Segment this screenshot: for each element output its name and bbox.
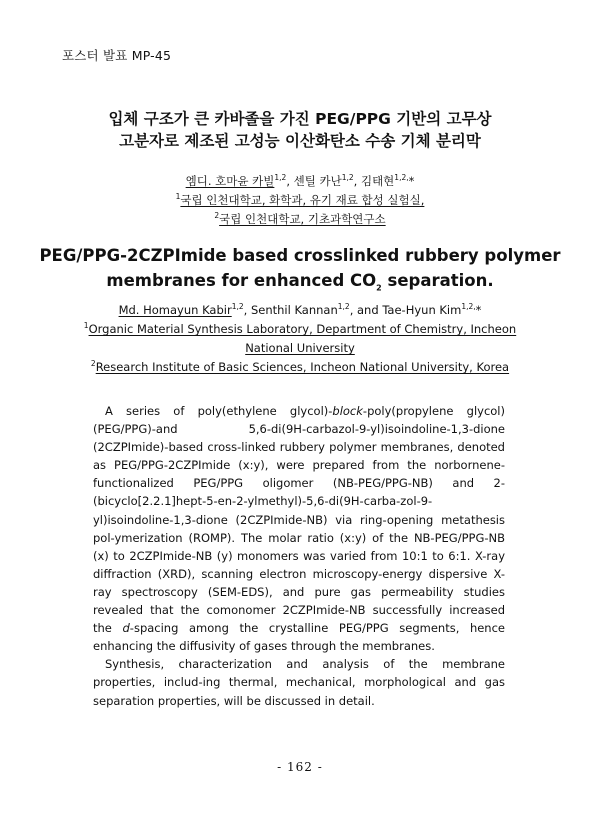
english-authors — [0, 301, 600, 320]
abstract-text: -spacing among the crystalline PEG/PPG segments, hence enhancing the diffusivity of gases through the membranes. — [93, 621, 505, 654]
abstract-text: A series of poly(ethylene glycol)- — [105, 404, 333, 418]
korean-affiliation-2-text: 국립 인천대학교, 기초과학연구소 — [219, 212, 386, 226]
english-affiliation-1-text: Organic Material Synthesis Laboratory, Department of Chemistry, Incheon — [88, 322, 517, 336]
english-author-2: Senthil Kannan — [250, 303, 338, 317]
korean-authors-block — [0, 172, 600, 229]
english-title-line-1: PEG/PPG-2CZPImide based crosslinked rubbery polymer — [39, 246, 561, 265]
korean-affiliation-2 — [0, 210, 600, 229]
abstract-italic: d — [122, 621, 130, 636]
korean-author-3-affiliation: 1,2, — [394, 173, 409, 183]
affiliation-number: 2 — [90, 359, 96, 369]
english-author-3: Tae-Hyun Kim — [382, 303, 462, 317]
english-affiliation-1-continued — [0, 339, 600, 358]
english-title-line-2-text: membranes for enhanced CO — [106, 271, 377, 290]
affiliation-number: 2 — [214, 211, 220, 221]
english-author-3-affiliation: 1,2, — [461, 302, 476, 312]
english-author-1-affiliation: 1,2 — [231, 302, 244, 312]
korean-title — [0, 108, 600, 152]
poster-label: 포스터 발표 MP-45 — [62, 48, 172, 63]
english-authors-block — [0, 301, 600, 377]
author-separator: , — [286, 174, 294, 188]
abstract — [93, 402, 505, 710]
english-title-line-2-end: separation. — [381, 271, 494, 290]
korean-title-line-1: 입체 구조가 큰 카바졸을 가진 PEG/PPG 기반의 고무상 — [108, 110, 492, 128]
korean-affiliation-1 — [0, 191, 600, 210]
korean-authors — [0, 172, 600, 191]
abstract-text: -poly(propylene glycol) (PEG/PPG)-and 5,6-di(9H-carbazol-9-yl)isoindoline-1,3-dione (2CZPImide)-based cross-linked rubbery polymer membranes, denoted as PEG/PPG-2CZPImide (x:y), were prepared from the norbornene-functionalized PEG/PPG oligomer (NB-PEG/PPG-NB) and 2-(bicyclo[2.2.1]hept-5-en-2-ylmethyl)-5,6-di(9H-carba-zol-9-yl)isoindoline-1,3-dione (2CZPImide-NB) via ring-opening metathesis pol-ymerization (ROMP). The molar ratio (x:y) of the NB-PEG/PPG-NB (x) to 2CZPImide-NB (y) monomers was varied from 10:1 to 6:1. X-ray diffraction (XRD), scanning electron microscopy-energy dispersive X-ray spectroscopy (SEM-EDS), and pure gas permeability studies revealed that the comonomer 2CZPImide-NB successfully increased the — [93, 404, 505, 636]
abstract-paragraph-2: Synthesis, characterization and analysis of the membrane properties, includ-ing thermal, mechanical, morphological and gas separation properties, will be discussed in detail. — [93, 657, 505, 708]
korean-author-2-affiliation: 1,2 — [341, 173, 354, 183]
english-author-1: Md. Homayun Kabir — [118, 303, 232, 317]
author-separator: , and — [349, 303, 383, 317]
corresponding-mark: * — [475, 303, 482, 317]
affiliation-number: 1 — [83, 321, 89, 331]
co2-subscript: 2 — [376, 283, 382, 293]
author-separator: , — [243, 303, 251, 317]
author-separator: , — [353, 174, 361, 188]
korean-title-line-2: 고분자로 제조된 고성능 이산화탄소 수송 기체 분리막 — [119, 132, 481, 150]
korean-author-3: 김태현 — [360, 174, 395, 188]
korean-author-2: 센틸 카난 — [293, 174, 342, 188]
abstract-paragraph-1 — [93, 402, 505, 655]
korean-affiliation-1-text: 국립 인천대학교, 화학과, 유기 재료 합성 실험실, — [180, 193, 425, 207]
english-affiliation-1 — [0, 320, 600, 339]
corresponding-mark: * — [408, 174, 415, 188]
english-affiliation-1-text-2: National University — [245, 341, 355, 355]
page-number: - 162 - — [277, 760, 323, 774]
korean-author-1: 엠디. 호마윤 카빌 — [185, 174, 275, 188]
english-title — [0, 243, 600, 293]
korean-author-1-affiliation: 1,2 — [274, 173, 287, 183]
english-affiliation-2-text: Research Institute of Basic Sciences, Incheon National University, Korea — [95, 360, 510, 374]
english-affiliation-2 — [0, 358, 600, 377]
english-author-2-affiliation: 1,2 — [337, 302, 350, 312]
english-title-line-2 — [0, 268, 600, 293]
affiliation-number: 1 — [175, 192, 181, 202]
abstract-italic: block — [332, 404, 363, 418]
